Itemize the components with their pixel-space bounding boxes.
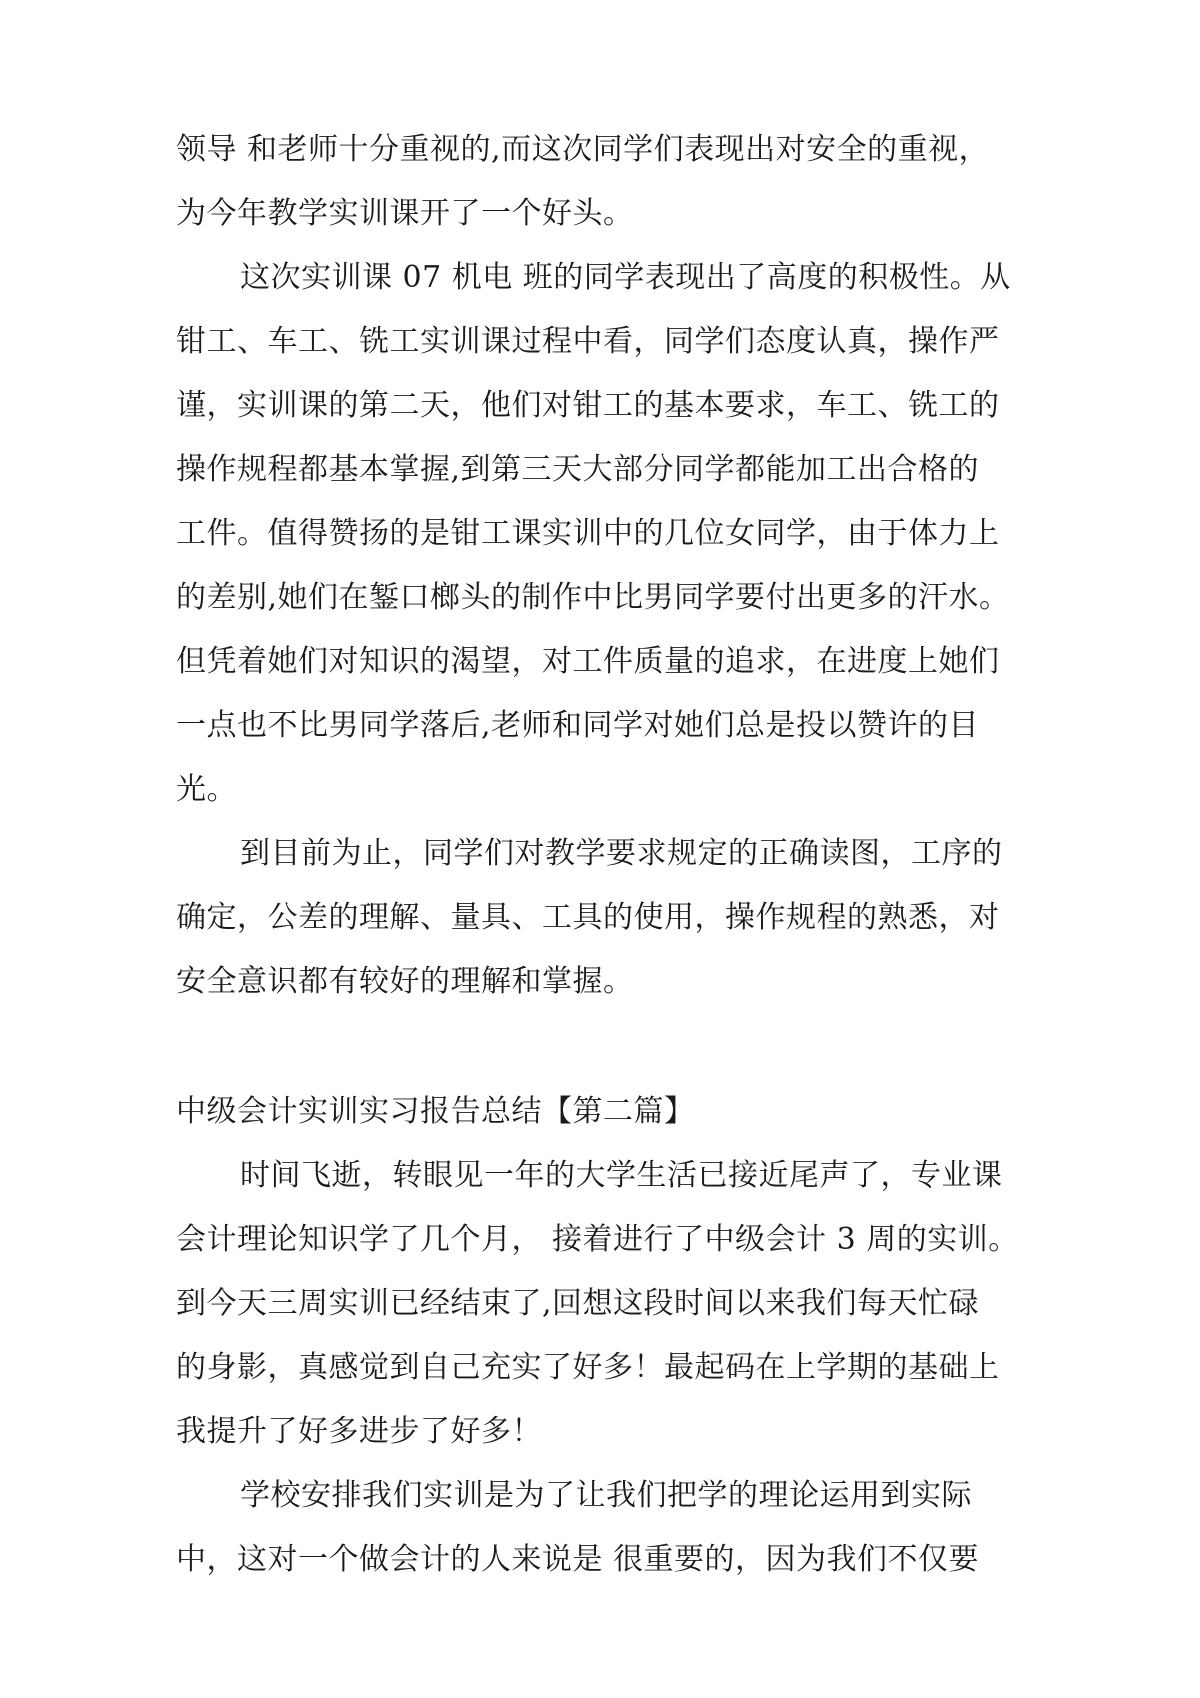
paragraph: [176, 822, 1056, 1014]
text-line: 到目前为止，同学们对教学要求规定的正确读图，工序的: [240, 836, 1003, 871]
text-line: 确定，公差的理解、量具、工具的使用，操作规程的熟悉，对: [176, 900, 1000, 935]
paragraph: [176, 118, 1056, 246]
section-spacer: [176, 1014, 1056, 1080]
text-line: 中，这对一个做会计的人来说是 很重要的，因为我们不仅要: [176, 1542, 980, 1577]
text-line: 学校安排我们实训是为了让我们把学的理论运用到实际: [240, 1478, 972, 1513]
text-line: 钳工、车工、铣工实训课过程中看，同学们态度认真，操作严: [176, 324, 1000, 359]
text-line: 工件。值得赞扬的是钳工课实训中的几位女同学，由于体力上: [176, 516, 1000, 551]
text-line: 安全意识都有较好的理解和掌握。: [176, 964, 634, 999]
text-line: 一点也不比男同学落后,老师和同学对她们总是投以赞许的目: [176, 708, 980, 743]
text-line: 谨，实训课的第二天，他们对钳工的基本要求，车工、铣工的: [176, 388, 1000, 423]
section-heading: 中级会计实训实习报告总结【第二篇】: [176, 1094, 695, 1129]
text-line: 我提升了好多进步了好多！: [176, 1414, 542, 1449]
text-line: 操作规程都基本掌握,到第三天大部分同学都能加工出合格的: [176, 452, 980, 487]
text-line: 这次实训课 07 机电 班的同学表现出了高度的积极性。从: [240, 260, 1011, 295]
paragraph: [176, 246, 1056, 822]
text-line: 时间飞逝，转眼见一年的大学生活已接近尾声了，专业课: [240, 1158, 1003, 1193]
text-line: 光。: [176, 772, 237, 807]
text-line: 到今天三周实训已经结束了,回想这段时间以来我们每天忙碌: [176, 1286, 980, 1321]
text-line: 领导 和老师十分重视的,而这次同学们表现出对安全的重视，: [176, 132, 990, 167]
text-line: 为今年教学实训课开了一个好头。: [176, 196, 634, 231]
text-line: 但凭着她们对知识的渴望，对工件质量的追求，在进度上她们: [176, 644, 1000, 679]
text-line: 会计理论知识学了几个月， 接着进行了中级会计 3 周的实训。: [176, 1222, 1019, 1257]
text-line: 的身影，真感觉到自己充实了好多！最起码在上学期的基础上: [176, 1350, 1000, 1385]
text-line: 的差别,她们在錾口榔头的制作中比男同学要付出更多的汗水。: [176, 580, 1010, 615]
paragraph: [176, 1144, 1056, 1464]
paragraph: [176, 1464, 1056, 1592]
document-body: [176, 118, 1056, 1592]
